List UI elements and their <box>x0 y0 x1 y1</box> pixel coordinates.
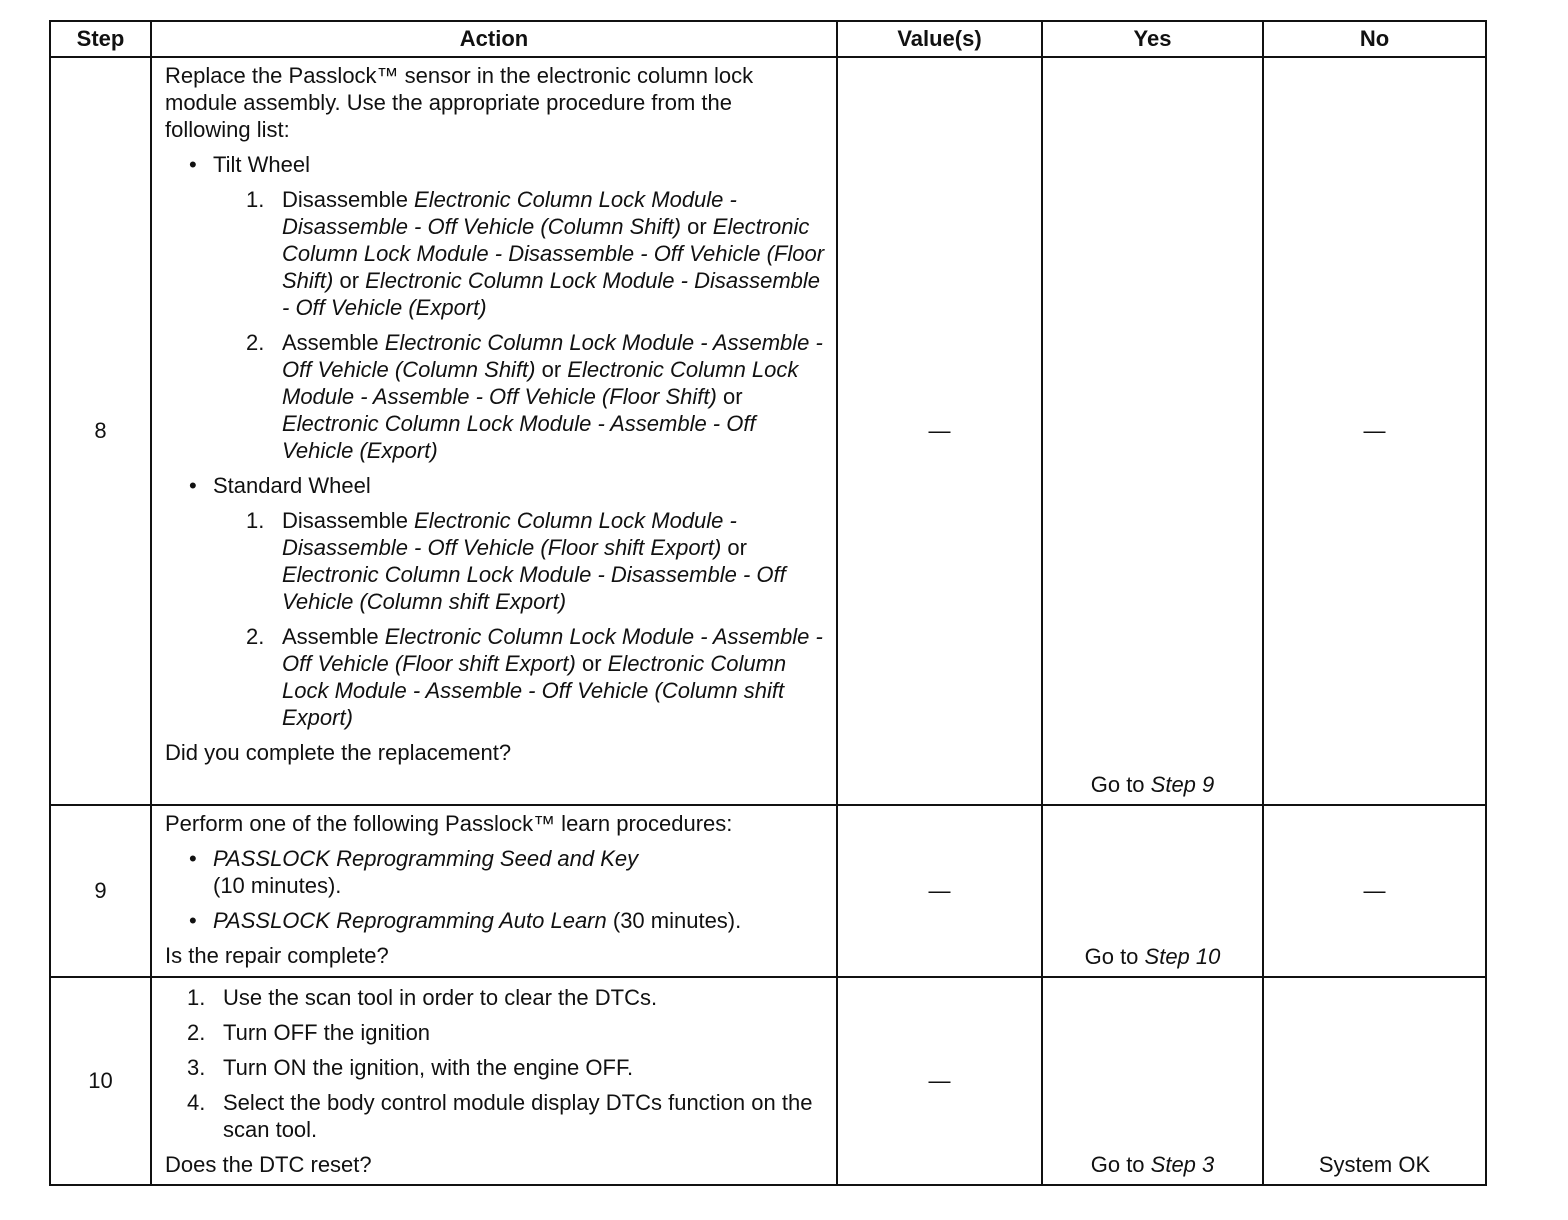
procedure-link-text: Electronic Column Lock Module - Assemble - Off Vehicle (Floor Shift) <box>282 357 799 409</box>
values-cell: — <box>837 977 1042 1185</box>
yes-cell <box>1042 805 1263 977</box>
header-no: No <box>1263 21 1486 57</box>
procedure-link-text: Electronic Column Lock Module - Disassemble - Off Vehicle (Floor shift Export) <box>282 508 737 560</box>
step-number: 8 <box>50 57 151 805</box>
no-cell: — <box>1263 805 1486 977</box>
item-number: 4. <box>187 1090 206 1115</box>
item-number: 2. <box>246 330 265 355</box>
item-number: 2. <box>246 624 265 649</box>
item-number: 1. <box>246 508 265 533</box>
action-cell <box>151 805 837 977</box>
item-number: 1. <box>187 985 206 1010</box>
list-item <box>165 1019 826 1046</box>
item-text: or <box>721 535 747 560</box>
list-item <box>165 1089 826 1143</box>
values-cell: — <box>837 57 1042 805</box>
procedure-link-text: PASSLOCK Reprogramming Seed and Key <box>213 846 639 871</box>
item-text: or <box>575 651 608 676</box>
action-cell <box>151 57 837 805</box>
list-item <box>165 186 826 321</box>
item-text: or <box>535 357 568 382</box>
procedure-link-text: PASSLOCK Reprogramming Auto Learn <box>213 908 607 933</box>
procedure-link-text: Electronic Column Lock Module - Assemble - Off Vehicle (Floor shift Export) <box>282 624 823 676</box>
procedure-link-text: Electronic Column Lock Module - Disassemble - Off Vehicle (Export) <box>282 268 821 320</box>
item-number: 2. <box>187 1020 206 1045</box>
procedure-link-text: Electronic Column Lock Module - Disassemble - Off Vehicle (Column Shift) <box>282 187 737 239</box>
list-item <box>165 1054 826 1081</box>
header-values: Value(s) <box>837 21 1042 57</box>
action-intro: Replace the Passlock™ sensor in the electronic column lock module assembly. Use the appropriate procedure from the following list: <box>165 63 754 142</box>
procedure-link-text: Electronic Column Lock Module - Assemble - Off Vehicle (Column shift Export) <box>282 651 787 730</box>
procedure-link-text: Electronic Column Lock Module - Assemble - Off Vehicle (Column Shift) <box>282 330 823 382</box>
yes-prefix: Go to <box>1084 944 1145 969</box>
header-action: Action <box>151 21 837 57</box>
no-cell: System OK <box>1263 977 1486 1185</box>
list-item <box>165 507 826 615</box>
item-text: Disassemble <box>282 508 415 533</box>
header-yes: Yes <box>1042 21 1263 57</box>
procedure-link-text: Electronic Column Lock Module - Disassemble - Off Vehicle (Floor Shift) <box>282 214 825 293</box>
list-item <box>165 907 826 934</box>
no-cell: — <box>1263 57 1486 805</box>
diagnostic-table <box>49 20 1487 1186</box>
item-text: Disassemble <box>282 187 415 212</box>
yes-step-link: Step 3 <box>1150 1152 1215 1177</box>
yes-prefix: Go to <box>1090 1152 1151 1177</box>
header-step: Step <box>50 21 151 57</box>
list-item <box>165 845 826 899</box>
list-item <box>165 984 826 1011</box>
yes-cell <box>1042 57 1263 805</box>
step-number: 9 <box>50 805 151 977</box>
step-number: 10 <box>50 977 151 1185</box>
yes-cell <box>1042 977 1263 1185</box>
table-row-step-8 <box>50 57 1486 805</box>
item-text: Assemble <box>282 624 385 649</box>
yes-step-link: Step 10 <box>1144 944 1221 969</box>
list-item <box>165 329 826 464</box>
yes-prefix: Go to <box>1090 772 1151 797</box>
values-cell: — <box>837 805 1042 977</box>
item-text: or <box>333 268 366 293</box>
procedure-link-text: Electronic Column Lock Module - Disassemble - Off Vehicle (Column shift Export) <box>282 562 786 614</box>
action-intro: Perform one of the following Passlock™ learn procedures: <box>165 811 733 836</box>
table-row-step-9 <box>50 805 1486 977</box>
list-item <box>165 623 826 731</box>
item-text: (30 minutes). <box>606 908 742 933</box>
action-cell <box>151 977 837 1185</box>
item-text: Assemble <box>282 330 385 355</box>
item-number: 3. <box>187 1055 206 1080</box>
yes-step-link: Step 9 <box>1150 772 1215 797</box>
item-text: Use the scan tool in order to clear the DTCs. <box>223 985 658 1010</box>
step-question: Is the repair complete? <box>165 943 389 968</box>
item-text: or <box>680 214 713 239</box>
item-number: 1. <box>246 187 265 212</box>
step-question: Did you complete the replacement? <box>165 740 512 765</box>
item-text: Select the body control module display DTCs function on the scan tool. <box>223 1090 813 1142</box>
header-row <box>50 21 1486 57</box>
item-text: Turn OFF the ignition <box>223 1020 431 1045</box>
item-text: Turn ON the ignition, with the engine OFF. <box>223 1055 634 1080</box>
procedure-link-text: Electronic Column Lock Module - Assemble - Off Vehicle (Export) <box>282 411 756 463</box>
step-question: Does the DTC reset? <box>165 1152 372 1177</box>
item-text: or <box>716 384 743 409</box>
bullet-tilt-wheel: • Tilt Wheel <box>165 151 826 178</box>
bullet-standard-wheel: • Standard Wheel <box>165 472 826 499</box>
item-text: (10 minutes). <box>213 873 342 898</box>
table-row-step-10 <box>50 977 1486 1185</box>
